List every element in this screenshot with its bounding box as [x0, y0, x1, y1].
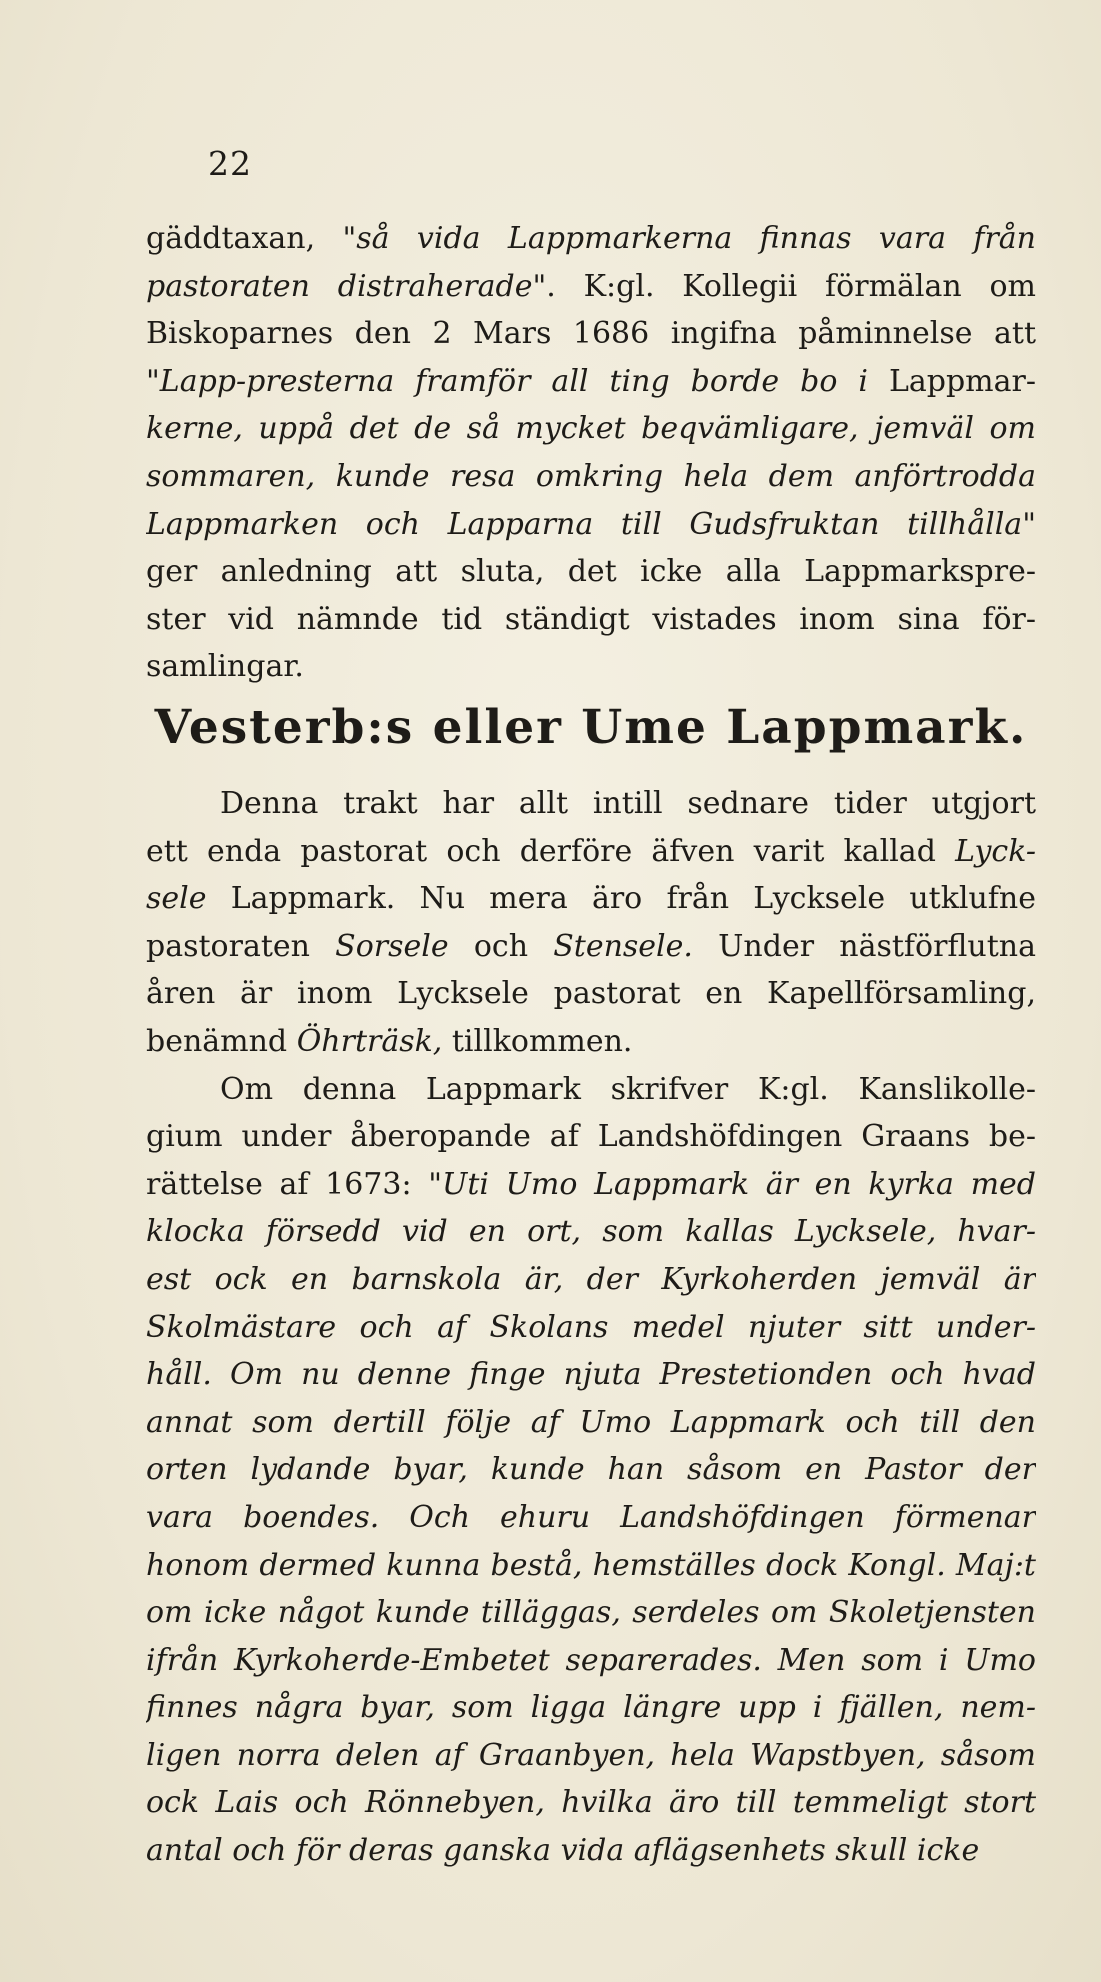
text-segment: klocka försedd vid en ort, som kallas: [146, 1214, 795, 1250]
section-heading: Vesterb:s eller Ume Lappmark.: [154, 700, 1028, 755]
text-segment: och Rönnebyen, hvilka äro till temmeligt stort: [278, 1785, 1036, 1821]
text-segment: pastoraten: [146, 928, 336, 964]
text-segment: sommaren, kunde resa omkring hela dem anförtrodda: [146, 458, 1036, 494]
text-segment: Sorsele: [335, 928, 449, 964]
text-line: [146, 453, 1036, 501]
text-segment: gäddtaxan,: [146, 221, 343, 256]
text-line: [146, 310, 1036, 358]
text-line: [146, 215, 1036, 263]
text-segment: tillkommen.: [442, 1023, 633, 1059]
text-segment: "så vida Lappmarkerna finnas vara från: [342, 221, 1036, 256]
text-segment: förmenar: [864, 1499, 1036, 1535]
text-segment: gium under åberopande af Landshöfdingen Graans be-: [146, 1119, 1036, 1155]
text-segment: är en kyrka med: [749, 1166, 1036, 1202]
text-line: [146, 1637, 1036, 1685]
text-line: [146, 1779, 1036, 1827]
text-line: [146, 643, 1036, 691]
text-line: [146, 970, 1036, 1018]
text-line: [146, 1684, 1036, 1732]
text-line: [146, 548, 1036, 596]
text-line: [146, 501, 1036, 549]
text-segment: . K:gl. Kollegii förmälan om: [546, 268, 1036, 304]
text-line: [146, 1256, 1036, 1304]
text-segment: samlingar.: [146, 649, 304, 685]
text-segment: benämnd: [146, 1023, 297, 1059]
text-line: [146, 358, 1036, 406]
text-segment: vara boendes. Och ehuru: [146, 1499, 621, 1535]
text-line: [146, 1446, 1036, 1494]
paragraph-1: [146, 215, 1036, 691]
text-line: [146, 405, 1036, 453]
paragraph-2: [146, 780, 1036, 1875]
text-line: [146, 1066, 1036, 1114]
text-segment: antal och för deras ganska vida aflägsenhets skull icke: [146, 1833, 980, 1869]
text-line: [146, 1351, 1036, 1399]
text-segment: ifrån Kyrkoherde-Embetet separerades. Men som i Umo: [146, 1642, 1036, 1678]
text-line: [146, 875, 1036, 923]
text-segment: håll. Om nu denne finge njuta Prestetionden och hvad: [146, 1357, 1036, 1393]
text-segment: Stensele.: [553, 928, 693, 964]
text-segment: hvar-: [936, 1214, 1036, 1250]
page-number: 22: [208, 144, 252, 183]
text-line: [146, 1113, 1036, 1161]
text-segment: Lappmar-: [888, 363, 1036, 399]
text-segment: "Uti Umo: [428, 1166, 595, 1202]
text-segment: est ock en barnskola är, der Kyrkoherden jemväl är: [146, 1261, 1036, 1297]
text-line: [146, 1018, 1036, 1066]
text-segment: Lais: [215, 1785, 279, 1821]
text-segment: Lappmark: [670, 1404, 826, 1440]
text-line: [146, 596, 1036, 644]
text-segment: Lycksele,: [794, 1214, 937, 1250]
text-segment: Landshöfdingen: [620, 1499, 865, 1535]
text-segment: ligen norra delen af Graanbyen, hela Wapstbyen, såsom: [146, 1737, 1036, 1773]
text-segment: annat som dertill följe af Umo: [146, 1404, 671, 1440]
text-segment: ster vid nämnde tid ständigt vistades inom sina för-: [146, 601, 1036, 637]
text-line: [146, 263, 1036, 311]
text-segment: Om denna Lappmark skrifver K:gl. Kanslikolle-: [220, 1071, 1036, 1107]
text-segment: ger anledning att sluta, det icke alla Lappmarkspre-: [146, 554, 1036, 590]
text-segment: och: [448, 928, 554, 964]
text-line: [146, 780, 1036, 828]
text-line: [146, 1161, 1036, 1209]
text-line: [146, 1304, 1036, 1352]
text-segment: Lappmark. Nu mera äro från Lycksele utklufne: [206, 881, 1036, 917]
text-line: [146, 923, 1036, 971]
text-segment: honom dermed kunna bestå, hemställes dock Kongl. Maj:t: [146, 1547, 1036, 1583]
text-segment: Öhrträsk,: [296, 1023, 443, 1059]
text-segment: Biskoparnes den 2 Mars 1686 ingifna påminnelse att: [146, 316, 1036, 352]
text-line: [146, 1732, 1036, 1780]
text-segment: "Lapp-presterna framför all ting borde bo i: [146, 363, 889, 399]
text-segment: kerne, uppå det de så mycket beqvämligare, jemväl om: [146, 411, 1036, 447]
text-line: [146, 1208, 1036, 1256]
text-segment: Under nästförflutna: [692, 928, 1036, 964]
text-line: [146, 1399, 1036, 1447]
text-line: [146, 1827, 1036, 1875]
text-segment: om icke något kunde tilläggas, serdeles om Skoletjensten: [146, 1595, 1036, 1631]
text-segment: pastoraten distraherade": [146, 268, 547, 304]
text-segment: orten lydande byar, kunde han såsom en Pastor der: [146, 1452, 1036, 1488]
text-line: [146, 1494, 1036, 1542]
text-segment: finnes några byar, som ligga längre upp i fjällen, nem-: [146, 1690, 1036, 1726]
text-segment: ett enda pastorat och derföre äfven varit kallad: [146, 833, 956, 869]
text-segment: sele: [146, 881, 207, 917]
text-line: [146, 828, 1036, 876]
text-segment: rättelse af 1673:: [146, 1166, 429, 1202]
text-segment: Lyck-: [955, 833, 1036, 869]
text-line: [146, 1589, 1036, 1637]
text-segment: Skolmästare och af Skolans medel njuter sitt under-: [146, 1309, 1036, 1345]
text-segment: Denna trakt har allt intill sednare tider utgjort: [220, 786, 1036, 821]
text-segment: ock: [146, 1785, 216, 1821]
text-segment: Lappmarken och Lapparna till Gudsfruktan tillhålla": [146, 506, 1036, 542]
text-segment: och till den: [825, 1404, 1036, 1440]
text-line: [146, 1542, 1036, 1590]
text-segment: åren är inom Lycksele pastorat en Kapellförsamling,: [146, 976, 1036, 1012]
text-segment: Lappmark: [594, 1166, 750, 1202]
